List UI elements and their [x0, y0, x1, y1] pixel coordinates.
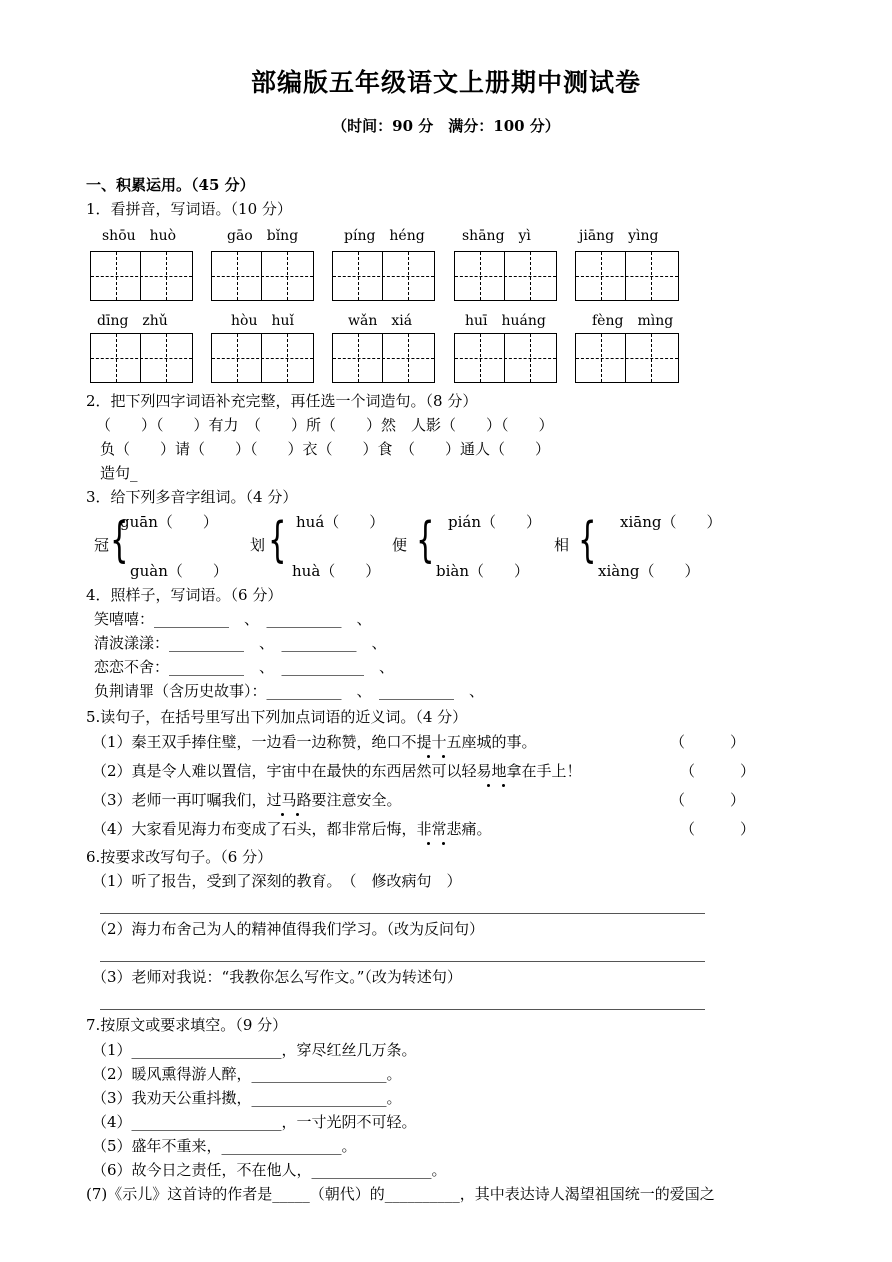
word-pattern-line[interactable]: 笑嘻嘻：__________ 、 __________ 、 — [94, 610, 372, 628]
writing-grid[interactable] — [332, 333, 435, 383]
sentence-item: （4）大家看见海力布变成了石头，都非常后悔，非常悲痛。 — [92, 820, 492, 838]
writing-grid[interactable] — [332, 251, 435, 301]
polyphone-reading[interactable]: xiàng（ ） — [598, 562, 700, 580]
emphasis-dot — [281, 813, 284, 816]
pinyin-label: gāo bǐng — [227, 228, 299, 244]
pinyin-label: hòu huǐ — [231, 313, 294, 329]
pinyin-label: dīng zhǔ — [97, 313, 168, 329]
sentence-item: （3）老师一再叮嘱我们，过马路要注意安全。 — [92, 791, 402, 809]
section-heading: 一、积累运用。（45 分） — [86, 176, 255, 194]
polyphone-char: 划 — [250, 536, 266, 554]
sentence-item: （2）真是令人难以置信，宇宙中在最快的东西居然可以轻易地拿在手上！ — [92, 762, 582, 780]
page-title: 部编版五年级语文上册期中测试卷 — [250, 68, 641, 97]
brace-icon: { — [268, 512, 287, 568]
writing-grid[interactable] — [454, 333, 557, 383]
q2-heading: 2．把下列四字词语补充完整，再任选一个词造句。（8 分） — [86, 392, 478, 410]
sentence-line[interactable]: 造句_ — [100, 464, 138, 482]
emphasis-dot — [296, 813, 299, 816]
pinyin-label: huī huáng — [465, 313, 546, 329]
brace-icon: { — [416, 512, 435, 568]
rewrite-item: （1）听了报告，受到了深刻的教育。 （ 修改病句 ） — [92, 872, 462, 890]
pinyin-label: wǎn xiá — [348, 313, 413, 329]
fill-blank-item[interactable]: (7)《示儿》这首诗的作者是_____（朝代）的__________，其中表达诗人渴望祖国统一的爱国之 — [86, 1185, 715, 1203]
writing-grid[interactable] — [211, 251, 314, 301]
word-pattern-line[interactable]: 清波漾漾：__________ 、 __________ 、 — [94, 634, 387, 652]
pinyin-label: fèng mìng — [592, 313, 674, 329]
answer-blank[interactable]: （ ） — [680, 820, 756, 838]
polyphone-reading[interactable]: guān（ ） — [120, 513, 218, 531]
answer-line[interactable] — [100, 913, 705, 914]
sentence-item: （1）秦王双手捧住璧，一边看一边称赞，绝口不提十五座城的事。 — [92, 733, 537, 751]
writing-grid[interactable] — [575, 251, 679, 301]
fill-blank-item[interactable]: （5）盛年不重来，________________。 — [92, 1137, 357, 1155]
emphasis-dot — [487, 784, 490, 787]
writing-grid[interactable] — [211, 333, 314, 383]
fill-blank-item[interactable]: （3）我劝天公重抖擞，__________________。 — [92, 1089, 402, 1107]
idiom-line[interactable]: （ ）（ ）有力 （ ）所（ ）然 人影（ ）（ ） — [96, 416, 554, 434]
answer-line[interactable] — [100, 1009, 705, 1010]
emphasis-dot — [427, 842, 430, 845]
writing-grid[interactable] — [575, 333, 679, 383]
emphasis-dot — [442, 755, 445, 758]
pinyin-label: píng héng — [344, 228, 425, 244]
q4-heading: 4．照样子，写词语。（6 分） — [86, 586, 283, 604]
fill-blank-item[interactable]: （4）____________________，一寸光阴不可轻。 — [92, 1113, 417, 1131]
brace-icon: { — [110, 512, 129, 568]
emphasis-dot — [427, 755, 430, 758]
exam-info: （时间：90 分 满分：100 分） — [332, 117, 560, 135]
rewrite-item: （2）海力布舍己为人的精神值得我们学习。（改为反问句） — [92, 920, 485, 938]
emphasis-dot — [442, 842, 445, 845]
answer-line[interactable] — [100, 961, 705, 962]
polyphone-reading[interactable]: biàn（ ） — [436, 562, 530, 580]
pinyin-label: jiāng yìng — [579, 228, 659, 244]
answer-blank[interactable]: （ ） — [680, 762, 756, 780]
answer-blank[interactable]: （ ） — [670, 733, 746, 751]
polyphone-char: 相 — [554, 536, 570, 554]
q3-heading: 3．给下列多音字组词。（4 分） — [86, 488, 298, 506]
polyphone-reading[interactable]: guàn（ ） — [130, 562, 228, 580]
q6-heading: 6.按要求改写句子。（6 分） — [86, 848, 273, 866]
writing-grid[interactable] — [90, 251, 193, 301]
polyphone-reading[interactable]: huà（ ） — [292, 562, 381, 580]
polyphone-reading[interactable]: xiāng（ ） — [620, 513, 722, 531]
word-pattern-line[interactable]: 负荆请罪（含历史故事）：__________ 、 __________ 、 — [94, 682, 485, 700]
fill-blank-item[interactable]: （2）暖风熏得游人醉，__________________。 — [92, 1065, 402, 1083]
polyphone-reading[interactable]: huá（ ） — [296, 513, 385, 531]
answer-blank[interactable]: （ ） — [670, 791, 746, 809]
idiom-line[interactable]: 负（ ）请（ ）（ ）衣（ ）食 （ ）通人（ ） — [100, 440, 551, 458]
pinyin-label: shāng yì — [462, 228, 531, 244]
emphasis-dot — [502, 784, 505, 787]
pinyin-label: shōu huò — [102, 228, 177, 244]
polyphone-char: 便 — [392, 536, 408, 554]
fill-blank-item[interactable]: （6）故今日之责任，不在他人，________________。 — [92, 1161, 447, 1179]
q7-heading: 7.按原文或要求填空。（9 分） — [86, 1016, 288, 1034]
word-pattern-line[interactable]: 恋恋不舍：__________ 、 ___________ 、 — [94, 658, 395, 676]
q5-heading: 5.读句子，在括号里写出下列加点词语的近义词。（4 分） — [86, 708, 468, 726]
brace-icon: { — [578, 512, 597, 568]
writing-grid[interactable] — [454, 251, 557, 301]
q1-heading: 1．看拼音，写词语。（10 分） — [86, 200, 292, 218]
fill-blank-item[interactable]: （1）____________________，穿尽红丝几万条。 — [92, 1041, 417, 1059]
polyphone-char: 冠 — [94, 536, 110, 554]
rewrite-item: （3）老师对我说：“我教你怎么写作文。”（改为转述句） — [92, 968, 462, 986]
polyphone-reading[interactable]: pián（ ） — [448, 513, 542, 531]
writing-grid[interactable] — [90, 333, 193, 383]
